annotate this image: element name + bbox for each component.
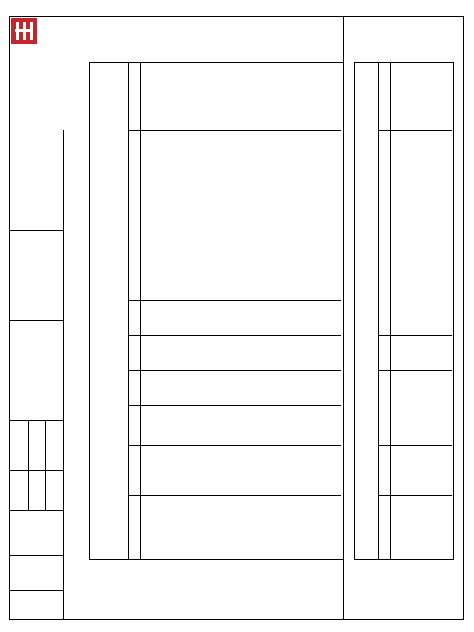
equipment-schedule-table [89,62,344,560]
tanks-table [354,62,454,560]
company-info [40,18,174,58]
